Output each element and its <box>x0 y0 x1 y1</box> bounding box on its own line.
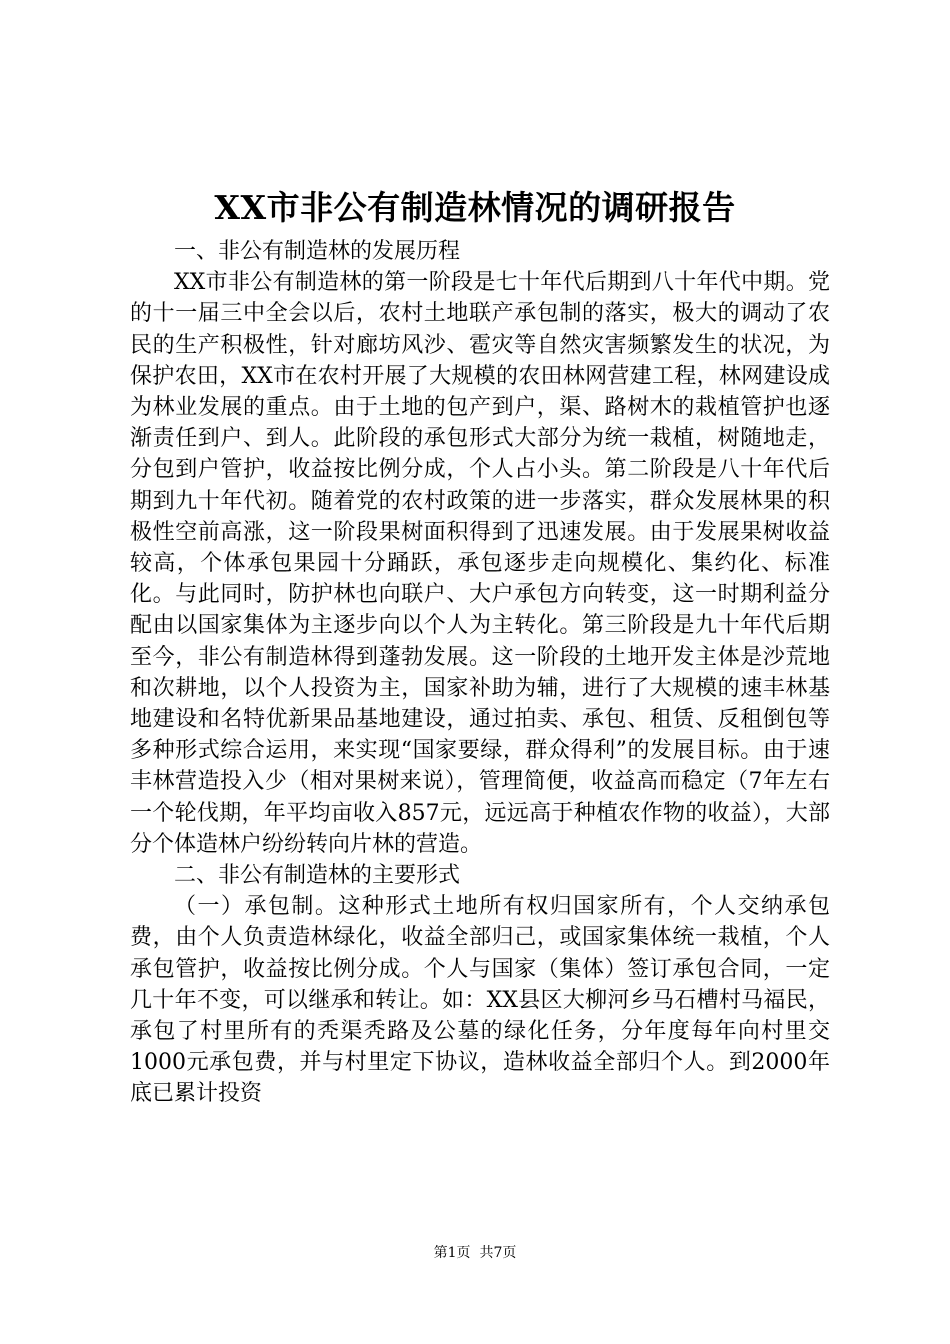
document-body <box>130 236 830 1110</box>
document-title: XX市非公有制造林情况的调研报告 <box>214 188 736 227</box>
section-heading-2: 二、非公有制造林的主要形式 <box>174 863 461 889</box>
page-footer: 第1页 共7页 <box>433 1245 517 1261</box>
body-paragraph-1: XX市非公有制造林的第一阶段是七十年代后期到八十年代中期。党的十一届三中全会以后，农村土地联产承包制的落实，极大的调动了农民的生产积极性，针对廊坊风沙、雹灾等自然灾害频繁发生的状况，为保护农田，XX市在农村开展了大规模的农田林网营建工程，林网建设成为林业发展的重点。由于土地的包产到户，渠、路树木的栽植管护也逐渐责任到户、到人。此阶段的承包形式大部分为统一栽植，树随地走，分包到户管护，收益按比例分成，个人占小头。第二阶段是八十年代后期到九十年代初。随着党的农村政策的进一步落实，群众发展林果的积极性空前高涨，这一阶段果树面积得到了迅速发展。由于发展果树收益较高，个体承包果园十分踊跃，承包逐步走向规模化、集约化、标准化。与此同时，防护林也向联户、大户承包方向转变，这一时期利益分配由以国家集体为主逐步向以个人为主转化。第三阶段是九十年代后期至今，非公有制造林得到蓬勃发展。这一阶段的土地开发主体是沙荒地和次耕地，以个人投资为主，国家补助为辅，进行了大规模的速丰林基地建设和名特优新果品基地建设，通过拍卖、承包、租赁、反租倒包等多种形式综合运用，来实现“国家要绿，群众得利”的发展目标。由于速丰林营造投入少（相对果树来说），管理简便，收益高而稳定（7年左右一个轮伐期，年平均亩收入857元，远远高于种植农作物的收益），大部分个体造林户纷纷转向片林的营造。 <box>130 270 830 857</box>
section-heading-1: 一、非公有制造林的发展历程 <box>174 239 461 264</box>
body-paragraph-2: （一）承包制。这种形式土地所有权归国家所有，个人交纳承包费，由个人负责造林绿化，收益全部归己，或国家集体统一栽植，个人承包管护，收益按比例分成。个人与国家（集体）签订承包合同，一定几十年不变，可以继承和转让。如：XX县区大柳河乡马石槽村马福民，承包了村里所有的秃渠秃路及公墓的绿化任务，分年度每年向村里交1000元承包费，并与村里定下协议，造林收益全部归个人。到2000年底已累计投资 <box>130 894 830 1107</box>
